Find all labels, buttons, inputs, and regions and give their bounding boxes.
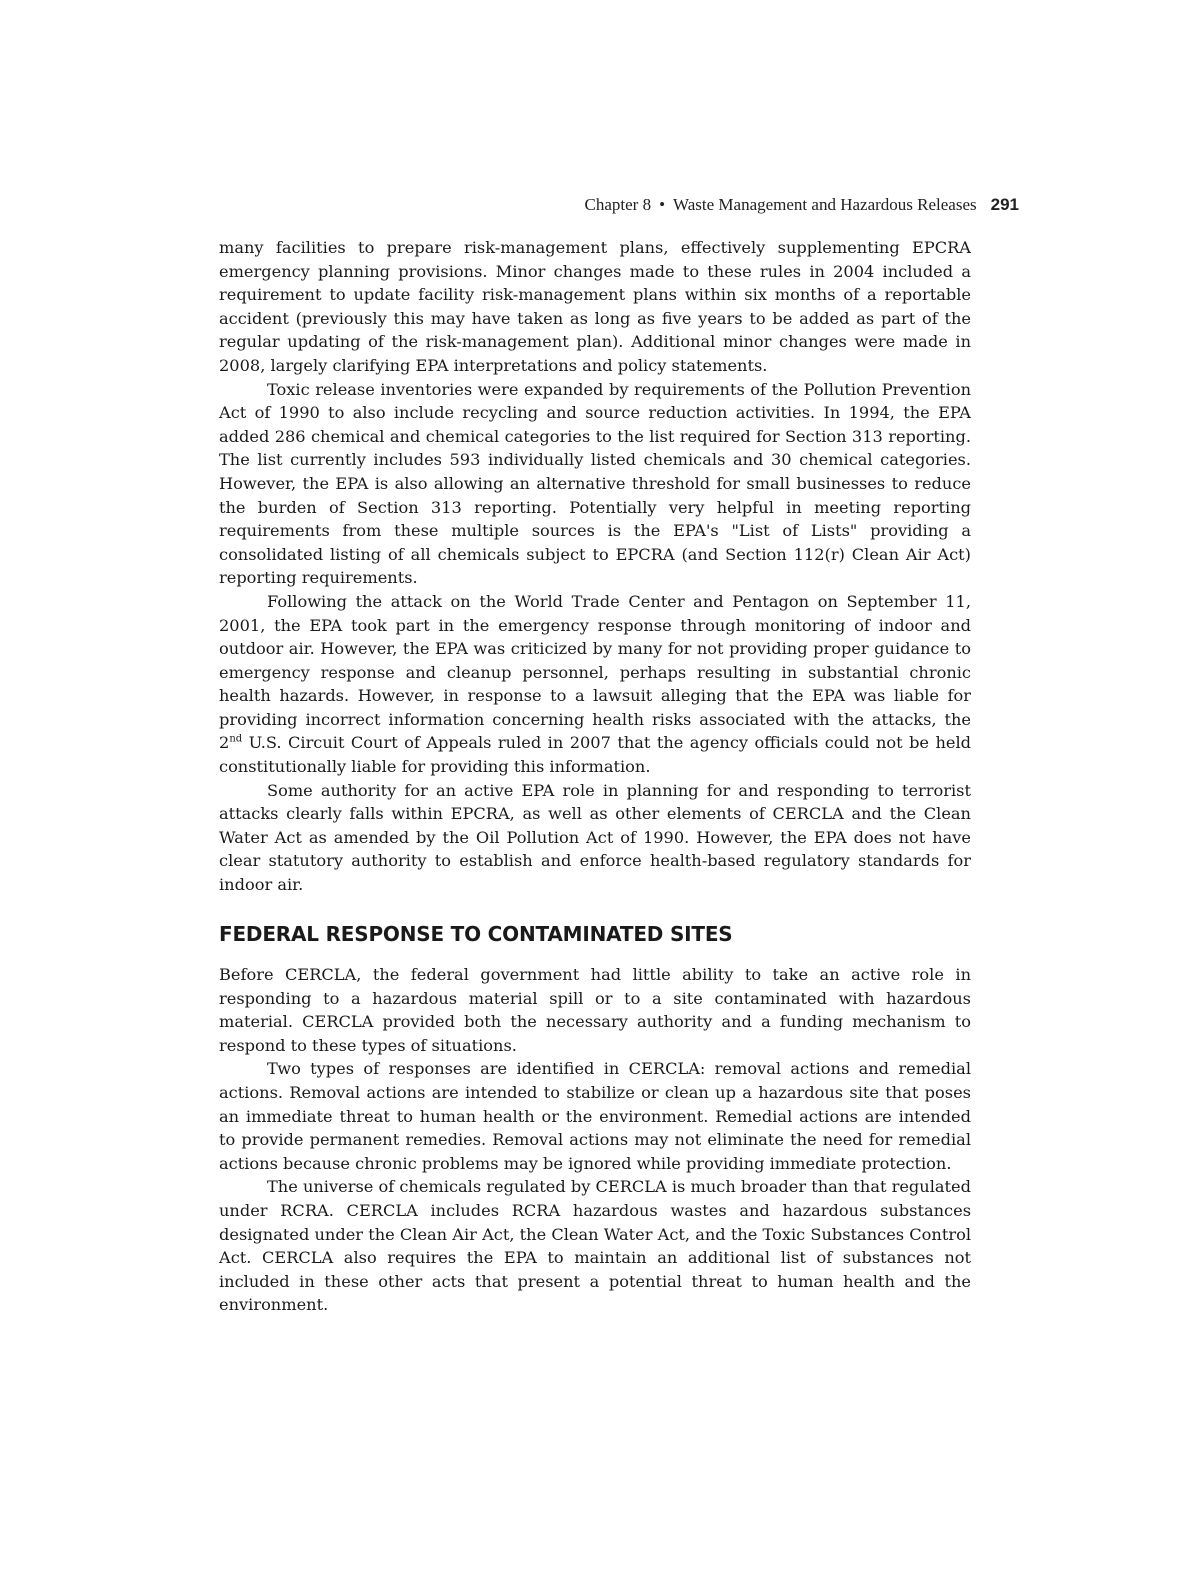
paragraph-text: U.S. Circuit Court of Appeals ruled in 2007 that the agency officials could not be held constitutionally liable for providing this information. [219,733,971,777]
page-number: 291 [990,195,1019,214]
paragraph-text: Following the attack on the World Trade Center and Pentagon on September 11, 2001, the EPA took part in the emergency response through monitoring of indoor and outdoor air. However, the EPA was criticized by many for not providing proper guidance to emergency response and cleanup personnel, perhaps resulting in substantial chronic health hazards. However, in response to a lawsuit alleging that the EPA was liable for providing incorrect information concerning health risks associated with the attacks, the 2 [219,591,971,753]
paragraph-response-types: Two types of responses are identified in CERCLA: removal actions and remedial actions. Removal actions are intended to stabilize or clean up a hazardous site that poses an immediate threat to human health or the environment. Remedial actions are intended to provide permanent remedies. Removal actions may not eliminate the need for remedial actions because chronic problems may be ignored while providing immediate protection. [219,1059,971,1173]
paragraph-chemical-universe: The universe of chemicals regulated by CERCLA is much broader than that regulated under RCRA. CERCLA includes RCRA hazardous wastes and hazardous substances designated under the Clean Air Act, the Clean Water Act, and the Toxic Substances Control Act. CERCLA also requires the EPA to maintain an additional list of substances not included in these other acts that present a potential threat to human health and the environment. [219,1177,971,1315]
section-heading: FEDERAL RESPONSE TO CONTAMINATED SITES [219,922,733,946]
paragraph-terrorist-attacks: Some authority for an active EPA role in planning for and responding to terrorist attacks clearly falls within EPCRA, as well as other elements of CERCLA and the Clean Water Act as amended by the Oil Pollution Act of 1990. However, the EPA does not have clear statutory authority to establish and enforce health-based regulatory standards for indoor air. [219,780,971,895]
chapter-label: Chapter 8 [584,195,652,214]
header-separator: • [659,195,666,214]
paragraph-world-trade-center [219,590,971,779]
body-text-upper [219,236,971,897]
chapter-title: Waste Management and Hazardous Releases [673,195,977,214]
paragraph-toxic-release: Toxic release inventories were expanded by requirements of the Pollution Prevention Act of 1990 to also include recycling and source reduction activities. In 1994, the EPA added 286 chemical and chemical categories to the list required for Section 313 reporting. The list currently includes 593 individually listed chemicals and 30 chemical categories. However, the EPA is also allowing an alternative threshold for small businesses to reduce the burden of Section 313 reporting. Potentially very helpful in meeting reporting requirements from these multiple sources is the EPA's "List of Lists" providing a consolidated listing of all chemicals subject to EPCRA (and Section 112(r) Clean Air Act) reporting requirements. [219,379,971,588]
body-text-lower [219,963,971,1317]
ordinal-superscript: nd [229,734,243,746]
paragraph-continued: many facilities to prepare risk-management plans, effectively supplementing EPCRA emergency planning provisions. Minor changes made to these rules in 2004 included a requirement to update facility risk-management plans within six months of a reportable accident (previously this may have taken as long as five years to be added as part of the regular updating of the risk-management plan). Additional minor changes were made in 2008, largely clarifying EPA interpretations and policy statements. [219,238,971,375]
running-head [219,195,1019,215]
paragraph-before-cercla: Before CERCLA, the federal government had little ability to take an active role in responding to a hazardous material spill or to a site contaminated with hazardous material. CERCLA provided both the necessary authority and a funding mechanism to respond to these types of situations. [219,965,971,1055]
